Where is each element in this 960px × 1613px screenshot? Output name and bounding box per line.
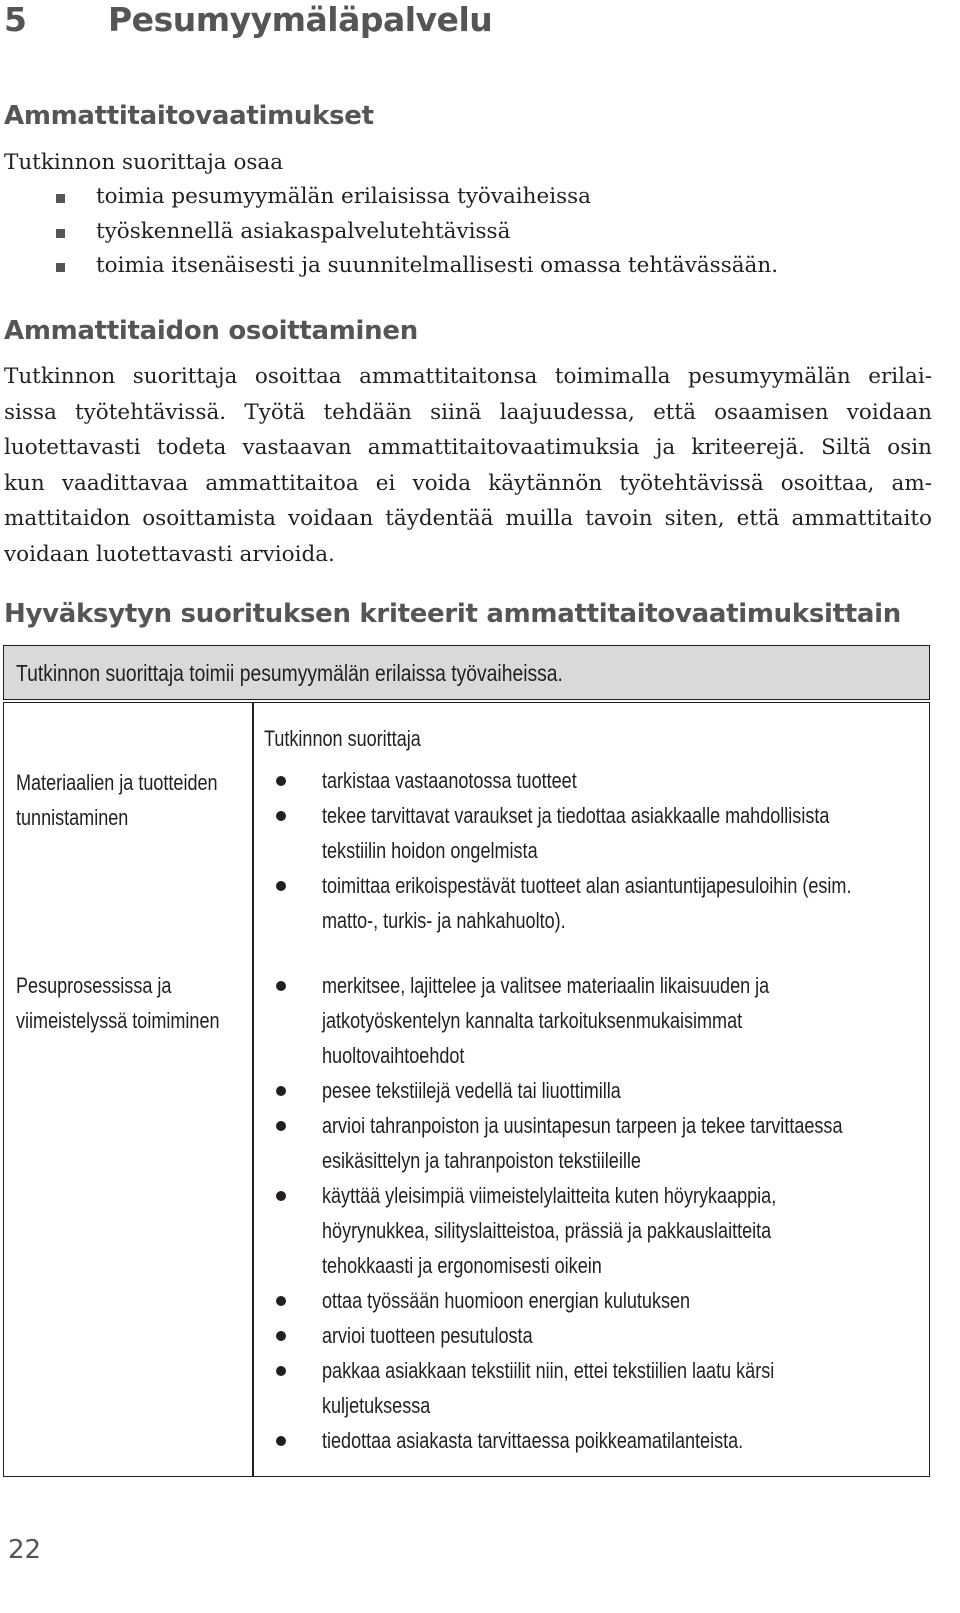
bullet-icon (276, 981, 286, 991)
bullet-icon (276, 776, 286, 786)
criteria-table (3, 702, 930, 1477)
chapter-title: Pesumyymäläpalvelu (108, 0, 493, 39)
list-item: tarkistaa vastaanotossa tuotteet (322, 763, 960, 798)
chapter-heading (4, 0, 492, 39)
bullet-icon (276, 1121, 286, 1131)
bullet-icon (276, 1296, 286, 1306)
paragraph-line: voidaan luotettavasti arvioida. (4, 541, 335, 567)
square-bullet-icon (56, 263, 65, 272)
demonstration-paragraph (4, 359, 932, 572)
paragraph-line: mattitaidon osoittamista voidaan täydentää muilla tavoin siten, että ammattitaito (4, 506, 932, 531)
washing-criteria-list (322, 968, 960, 1458)
requirements-intro: Tutkinnon suorittaja osaa (4, 150, 284, 175)
bullet-icon (276, 1436, 286, 1446)
list-item: pesee tekstiilejä vedellä tai liuottimilla (322, 1073, 960, 1108)
square-bullet-icon (56, 194, 65, 203)
bullet-icon (276, 1191, 286, 1201)
column-head: Tutkinnon suorittaja (264, 726, 421, 751)
demonstration-heading: Ammattitaidon osoittaminen (4, 316, 418, 346)
list-item: käyttää yleisimpiä viimeistelylaitteita kuten höyrykaappia, höyrynukkea, silityslaitteistoa, prässiä ja pakkauslaitteita tehokkaasti ja ergonomisesti oikein (322, 1178, 960, 1283)
list-item: arvioi tahranpoiston ja uusintapesun tarpeen ja tekee tarvittaessa esikäsittelyn ja tahranpoiston tekstiileille (322, 1108, 960, 1178)
list-item: tekee tarvittavat varaukset ja tiedottaa asiakkaalle mahdollisista tekstiilin hoidon ongelmista (322, 798, 960, 868)
bullet-icon (276, 811, 286, 821)
square-bullet-icon (56, 229, 65, 238)
paragraph-line: luotettavasti todeta vastaavan ammattitaitovaatimuksia ja kriteerejä. Siltä osin (4, 435, 932, 460)
materials-criteria-list (322, 763, 960, 938)
bullet-icon (276, 1331, 286, 1341)
row-label-materials: Materiaalien ja tuotteiden tunnistaminen (16, 770, 218, 830)
list-item: toimia itsenäisesti ja suunnitelmallisesti omassa tehtävässään. (4, 249, 778, 284)
requirements-heading: Ammattitaitovaatimukset (4, 101, 374, 131)
row-label-washing: Pesuprosessissa ja viimeistelyssä toimiminen (16, 973, 220, 1033)
criteria-heading: Hyväksytyn suorituksen kriteerit ammattitaitovaatimuksittain (4, 599, 901, 629)
criteria-table-title: Tutkinnon suorittaja toimii pesumyymälän erilaissa työvaiheissa. (3, 645, 930, 700)
requirements-list (4, 180, 778, 284)
page-number: 22 (8, 1535, 42, 1565)
bullet-icon (276, 881, 286, 891)
list-item: työskennellä asiakaspalvelutehtävissä (4, 215, 778, 250)
bullet-icon (276, 1366, 286, 1376)
list-item: toimittaa erikoispestävät tuotteet alan asiantuntijapesuloihin (esim. matto-, turkis- ja nahkahuolto). (322, 868, 960, 938)
list-item: pakkaa asiakkaan tekstiilit niin, ettei tekstiilien laatu kärsi kuljetuksessa (322, 1353, 960, 1423)
chapter-number: 5 (4, 0, 27, 39)
bullet-icon (276, 1086, 286, 1096)
list-item: ottaa työssään huomioon energian kulutuksen (322, 1283, 960, 1318)
list-item: merkitsee, lajittelee ja valitsee materiaalin likaisuuden ja jatkotyöskentelyn kannalta tarkoituksenmukaisimmat huoltovaihtoehdot (322, 968, 960, 1073)
table-divider (252, 703, 254, 1476)
list-item: arvioi tuotteen pesutulosta (322, 1318, 960, 1353)
paragraph-line: Tutkinnon suorittaja osoittaa ammattitaitonsa toimimalla pesumyymälän erilai- (4, 364, 932, 389)
paragraph-line: sissa työtehtävissä. Työtä tehdään siinä laajuudessa, että osaamisen voidaan (4, 399, 932, 425)
list-item: tiedottaa asiakasta tarvittaessa poikkeamatilanteista. (322, 1423, 960, 1458)
paragraph-line: kun vaadittavaa ammattitaitoa ei voida käytännön työtehtävissä osoittaa, am- (4, 470, 932, 496)
list-item: toimia pesumyymälän erilaisissa työvaiheissa (4, 180, 778, 215)
